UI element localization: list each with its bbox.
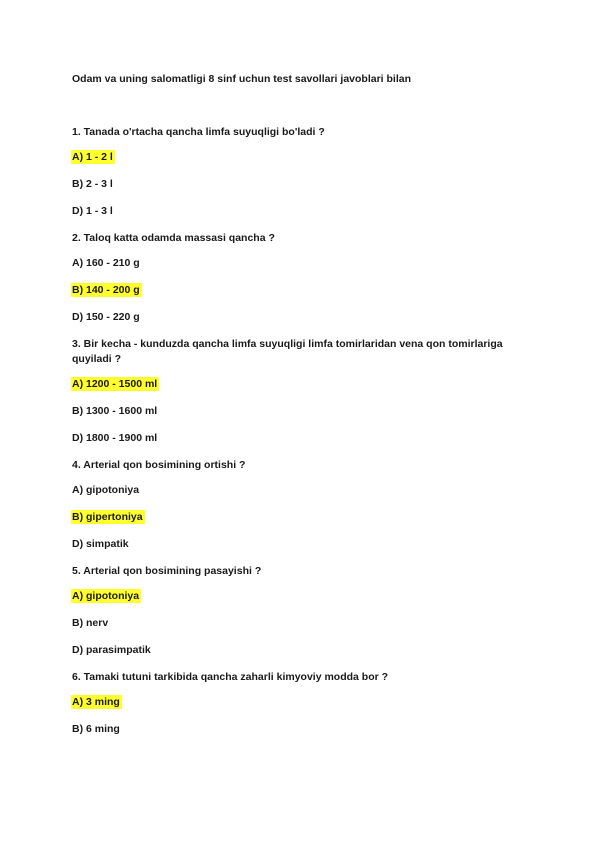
title-spacer bbox=[72, 86, 523, 125]
answer-option bbox=[72, 404, 523, 418]
question-text: 5. Arterial qon bosimining pasayishi ? bbox=[72, 565, 262, 577]
question-block bbox=[72, 564, 523, 657]
answer-option bbox=[72, 537, 523, 551]
answer-option bbox=[72, 431, 523, 445]
answer-option-correct bbox=[72, 377, 523, 391]
option-label: D) 1800 - 1900 ml bbox=[72, 432, 158, 444]
option-label: B) 1300 - 1600 ml bbox=[72, 405, 158, 417]
answer-option bbox=[72, 643, 523, 657]
answer-option bbox=[72, 722, 523, 736]
option-label: A) 160 - 210 g bbox=[72, 257, 140, 269]
option-label: A) gipotoniya bbox=[72, 484, 140, 496]
question-block bbox=[72, 125, 523, 218]
question-text: 1. Tanada o'rtacha qancha limfa suyuqligi bo'ladi ? bbox=[72, 126, 325, 138]
answer-option-correct bbox=[72, 510, 523, 524]
answer-option bbox=[72, 616, 523, 630]
answer-option-correct bbox=[72, 150, 523, 164]
answer-option-correct bbox=[72, 695, 523, 709]
answer-option bbox=[72, 177, 523, 191]
question-text: 4. Arterial qon bosimining ortishi ? bbox=[72, 459, 246, 471]
option-label: A) 3 ming bbox=[72, 696, 120, 708]
option-label: D) simpatik bbox=[72, 538, 129, 550]
question-text: 2. Taloq katta odamda massasi qancha ? bbox=[72, 232, 275, 244]
option-label: B) nerv bbox=[72, 617, 109, 629]
question-text: 3. Bir kecha - kunduzda qancha limfa suyuqligi limfa tomirlaridan vena qon tomirlariga quyiladi ? bbox=[72, 338, 503, 365]
answer-option bbox=[72, 310, 523, 324]
answer-option bbox=[72, 204, 523, 218]
option-label: D) parasimpatik bbox=[72, 644, 151, 656]
answer-option-correct bbox=[72, 589, 523, 603]
answer-option-correct bbox=[72, 283, 523, 297]
question-block bbox=[72, 337, 523, 445]
question-block bbox=[72, 458, 523, 551]
document-title: Odam va uning salomatligi 8 sinf uchun test savollari javoblari bilan bbox=[72, 73, 411, 85]
option-label: A) 1200 - 1500 ml bbox=[72, 378, 158, 390]
option-label: D) 150 - 220 g bbox=[72, 311, 140, 323]
answer-option bbox=[72, 483, 523, 497]
option-label: D) 1 - 3 l bbox=[72, 205, 113, 217]
option-label: B) 6 ming bbox=[72, 723, 120, 735]
option-label: A) 1 - 2 l bbox=[72, 151, 113, 163]
question-block bbox=[72, 670, 523, 736]
option-label: B) 2 - 3 l bbox=[72, 178, 113, 190]
question-block bbox=[72, 231, 523, 324]
answer-option bbox=[72, 256, 523, 270]
option-label: A) gipotoniya bbox=[72, 590, 140, 602]
option-label: B) 140 - 200 g bbox=[72, 284, 140, 296]
question-text: 6. Tamaki tutuni tarkibida qancha zaharli kimyoviy modda bor ? bbox=[72, 671, 389, 683]
option-label: B) gipertoniya bbox=[72, 511, 143, 523]
